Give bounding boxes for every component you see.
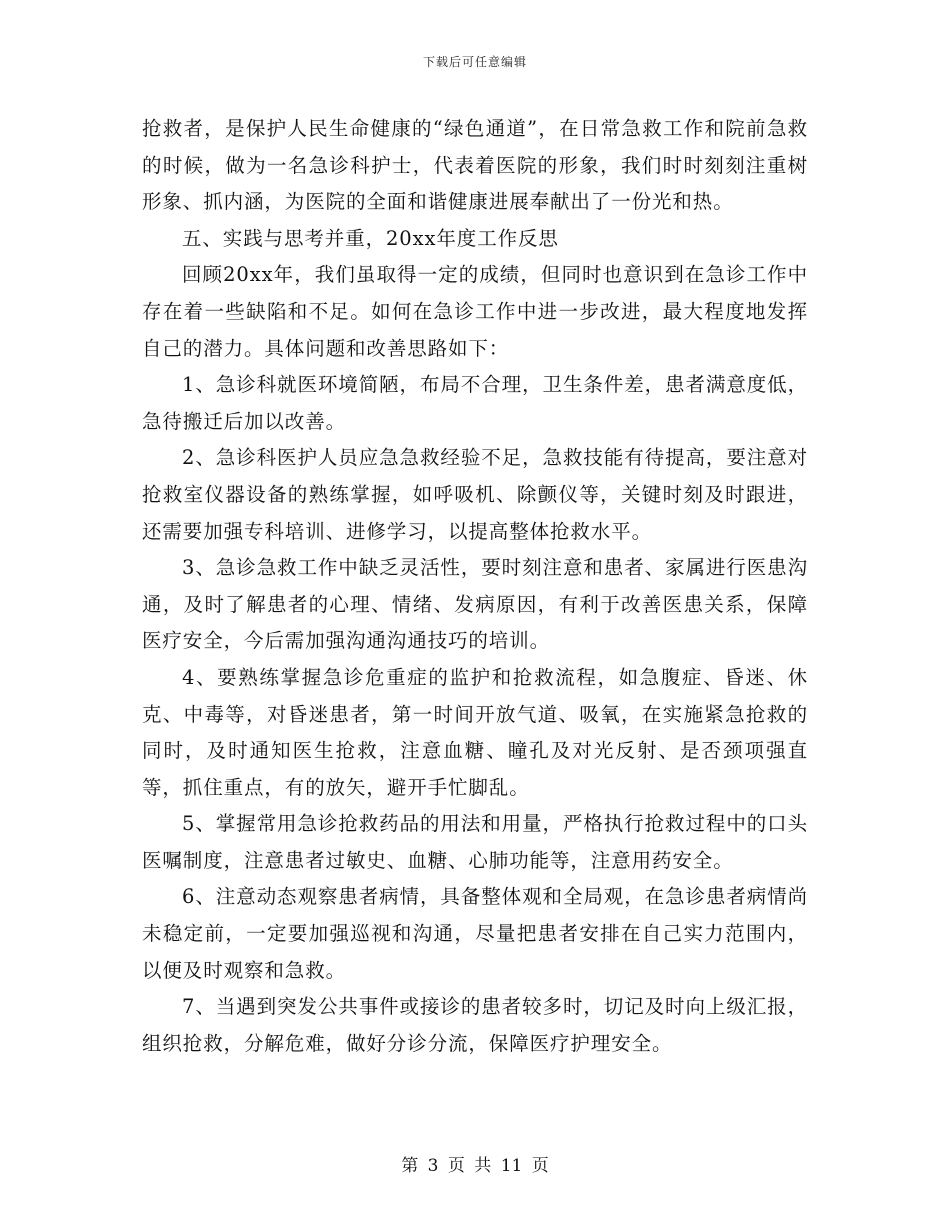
list-item-7: 7、当遇到突发公共事件或接诊的患者较多时，切记及时向上级汇报，组织抢救，分解危难，做好分诊分流，保障医疗护理安全。 [142,995,808,1055]
page-number-footer: 第 3 页 共 11 页 [401,1156,549,1176]
list-item-4: 4、要熟练掌握急诊危重症的监护和抢救流程，如急腹症、昏迷、休克、中毒等，对昏迷患者，第一时间开放气道、吸氧，在实施紧急抢救的同时，及时通知医生抢救，注意血糖、瞳孔及对光反射、是否颈项强直等，抓住重点，有的放矢，避开手忙脚乱。 [142,665,808,799]
paragraph-intro-continuation: 抢救者，是保护人民生命健康的“绿色通道”，在日常急救工作和院前急救的时候，做为一名急诊科护士，代表着医院的形象，我们时时刻刻注重树形象、抓内涵，为医院的全面和谐健康进展奉献出了一份光和热。 [142,117,808,214]
list-item-2: 2、急诊科医护人员应急急救经验不足，急救技能有待提高，要注意对抢救室仪器设备的熟练掌握，如呼吸机、除颤仪等，关键时刻及时跟进，还需要加强专科培训、进修学习，以提高整体抢救水平。 [142,446,808,543]
section-heading-reflection: 五、实践与思考并重，20xx年度工作反思 [182,226,559,250]
list-item-1: 1、急诊科就医环境简陋，布局不合理，卫生条件差，患者满意度低，急待搬迁后加以改善。 [142,373,808,433]
list-item-6: 6、注意动态观察患者病情，具备整体观和全局观，在急诊患者病情尚未稳定前，一定要加强巡视和沟通，尽量把患者安排在自己实力范围内，以便及时观察和急救。 [142,885,808,982]
page-header: 下载后可任意编辑 [422,55,527,69]
document-body [142,111,808,1062]
list-item-3: 3、急诊急救工作中缺乏灵活性，要时刻注意和患者、家属进行医患沟通，及时了解患者的心理、情绪、发病原因，有利于改善医患关系，保障医疗安全，今后需加强沟通沟通技巧的培训。 [142,556,808,653]
paragraph-review: 回顾20xx年，我们虽取得一定的成绩，但同时也意识到在急诊工作中存在着一些缺陷和不足。如何在急诊工作中进一步改进，最大程度地发挥自己的潜力。具体问题和改善思路如下： [142,263,808,360]
list-item-5: 5、掌握常用急诊抢救药品的用法和用量，严格执行抢救过程中的口头医嘱制度，注意患者过敏史、血糖、心肺功能等，注意用药安全。 [142,812,808,872]
